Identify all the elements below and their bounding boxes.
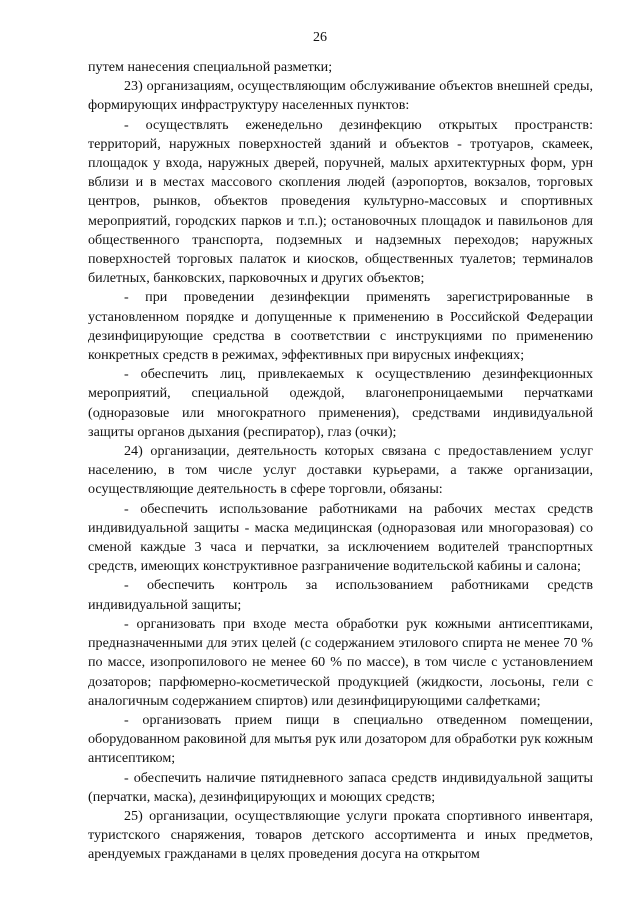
paragraph-disinfection-open-spaces: - осуществлять еженедельно дезинфекцию открытых пространств: территорий, наружных поверхностей зданий и объектов - тротуаров, скамеек, площадок у входа, наружных дверей, поручней, малых архитектурных форм, урн вблизи и в местах массового скопления людей (аэропортов, вокзалов, торговых центров, рынков, объектов проведения культурно-массовых и спортивных мероприятий, городских парков и т.п.); остановочных площадок и павильонов для общественного транспорта, подземных и надземных переходов; наружных поверхностей торговых палаток и киосков, общественных туалетов; терминалов билетных, банковских, парковочных и других объектов;: [88, 116, 593, 287]
paragraph-protective-equipment: - обеспечить лиц, привлекаемых к осуществлению дезинфекционных мероприятий, специальной одеждой, влагонепроницаемыми перчатками (одноразовые или многократного применения), средствами индивидуальной защиты органов дыхания (респиратор), глаз (очки);: [88, 366, 593, 440]
paragraph-item-23: 23) организациям, осуществляющим обслуживание объектов внешней среды, формирующих инфраструктуру населенных пунктов:: [88, 78, 593, 114]
paragraph-control: - обеспечить контроль за использованием работниками средств индивидуальной защиты;: [88, 577, 593, 613]
paragraph-five-day-supply: - обеспечить наличие пятидневного запаса средств индивидуальной защиты (перчатки, маска), дезинфицирующих и моющих средств;: [88, 769, 593, 805]
paragraph-registered-disinfectants: - при проведении дезинфекции применять зарегистрированные в установленном порядке и допущенные к применению в Российской Федерации дезинфицирующие средства в соответствии с инструкциями по применению конкретных средств в режимах, эффективных при вирусных инфекциях;: [88, 289, 593, 364]
paragraph-masks-gloves: - обеспечить использование работниками на рабочих местах средств индивидуальной защиты - маска медицинская (одноразовая или многоразовая) со сменой каждые 3 часа и перчатки, за исключением водителей транспортных средств, имеющих конструктивное разграничение водительской кабины и салона;: [88, 500, 593, 575]
paragraph-item-25: 25) организации, осуществляющие услуги проката спортивного инвентаря, туристского снаряжения, товаров детского ассортимента и иных предметов, арендуемых гражданами в целях проведения досуга на открытом: [88, 807, 593, 863]
paragraph-item-24: 24) организации, деятельность которых связана с предоставлением услуг населению, в том числе услуг доставки курьерами, а также организации, осуществляющие деятельность в сфере торговли, обязаны:: [88, 443, 593, 498]
document-body: [88, 58, 593, 865]
page-number: 26: [313, 30, 327, 45]
paragraph-meals: - организовать прием пищи в специально отведенном помещении, оборудованном раковиной для мытья рук или дозатором для обработки рук кожным антисептиком;: [88, 711, 593, 767]
paragraph-antiseptics: - организовать при входе места обработки рук кожными антисептиками, предназначенными для этих целей (с содержанием этилового спирта не менее 70 % по массе, изопропилового не менее 60 % по массе), в том числе с установлением дозаторов; парфюмерно-косметической продукцией (жидкости, лосьоны, гели с аналогичным содержанием спиртов) или дезинфицирующими салфетками;: [88, 615, 593, 709]
paragraph-continuation: путем нанесения специальной разметки;: [88, 59, 333, 75]
